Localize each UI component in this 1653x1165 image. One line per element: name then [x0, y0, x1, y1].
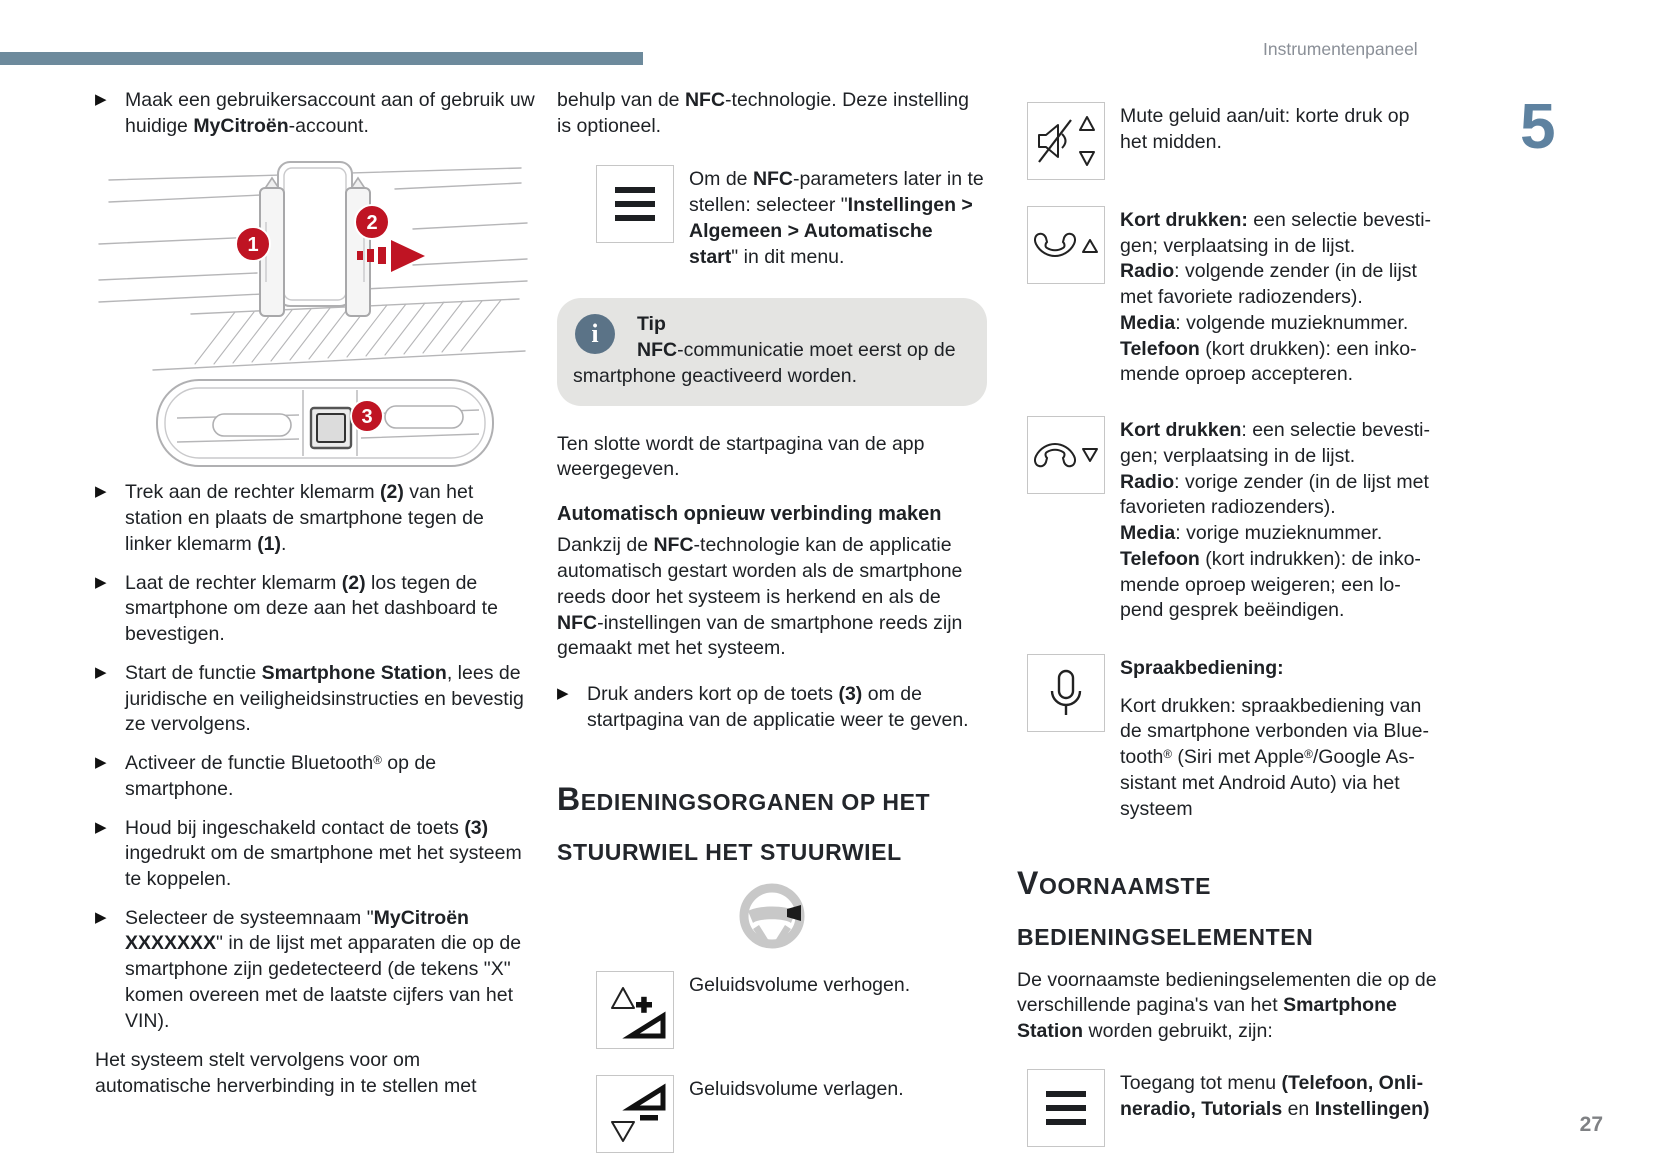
main-controls-intro: De voornaamste bedieningselementen die op de verschillende pagina's van het Smartphone Station worden gebruikt, zijn:: [1017, 968, 1437, 1043]
bullet-text: Houd bij ingeschakeld contact de toets (3) ingedrukt om de smartphone met het systeem te koppelen.: [125, 816, 522, 891]
menu-access-text: Toegang tot menu (Telefoon, Onli- neradio, Tutorials en Instellingen): [1120, 1071, 1430, 1120]
chapter-color-bar: [0, 52, 643, 65]
phone-accept-icon: [1034, 230, 1076, 260]
tip-box: [557, 298, 987, 405]
page-number: 27: [1579, 1113, 1603, 1137]
bullet-item: [95, 816, 535, 893]
callout-1: 1: [247, 234, 259, 257]
scroll-up-icon: [1081, 237, 1099, 254]
volume-up-icon-box: [596, 971, 674, 1049]
volume-down-row: [596, 1075, 987, 1153]
bullet-arrow-icon: ▶: [557, 685, 569, 703]
bullet-item: [95, 751, 535, 802]
bullet-item: [95, 906, 535, 1035]
phone-reject-icon-box: [1027, 416, 1105, 494]
volume-up-row: [596, 971, 987, 1049]
voice-control-heading: Spraakbediening:: [1120, 657, 1284, 680]
phone-accept-row: [1027, 206, 1451, 388]
bullet-item: [557, 682, 987, 733]
callout-2: 2: [366, 212, 378, 235]
bullet-arrow-icon: ▶: [95, 908, 107, 926]
phone-reject-text: Kort drukken: een selectie bevesti- gen; verplaatsing in de lijst. Radio: vorige zender (in de lijst met favorieten radiozenders). Media: vorige muzieknummer. Telefoon (kort indrukken): de inko- mende oproep weigeren; een lo- pend gesprek beëindigen.: [1120, 419, 1430, 622]
steering-wheel-icon-wrap: [557, 883, 987, 949]
menu-instruction-text: Om de NFC-parameters later in te stellen: selecteer "Instellingen > Algemeen > Automatische start" in dit menu.: [689, 168, 984, 268]
bullet-item: [95, 88, 535, 139]
volume-down-icon-box: [596, 1075, 674, 1153]
phone-accept-text: Kort drukken: een selectie bevesti- gen; verplaatsing in de lijst. Radio: volgende zender (in de lijst met favoriete radiozenders). Media: volgende muzieknummer. Telefoon (kort drukken): een inko- mende oproep accepteren.: [1120, 209, 1432, 386]
voice-control-body: Kort drukken: spraakbediening van de smartphone verbonden via Blue- tooth® (Siri met Apple®/Google As- sistant met Android Auto) via het systeem: [1120, 694, 1429, 820]
menu-icon-box: [596, 165, 674, 243]
info-icon: i: [575, 314, 615, 354]
bullet-arrow-icon: ▶: [95, 91, 107, 108]
page-header-title: Instrumentenpaneel: [1263, 39, 1418, 59]
bullet-item: [95, 571, 535, 648]
bullet-text: Activeer de functie Bluetooth® op de smartphone.: [125, 752, 437, 800]
callout-3: 3: [361, 406, 373, 429]
bullet-arrow-icon: ▶: [95, 663, 107, 681]
phone-reject-icon: [1034, 440, 1076, 470]
smartphone-station-illustration: [95, 152, 535, 470]
bullet-arrow-icon: ▶: [95, 483, 107, 501]
steering-wheel-icon: [739, 883, 805, 949]
hamburger-menu-icon: [615, 187, 655, 221]
phone-reject-row: [1027, 416, 1451, 624]
intro-paragraph: behulp van de NFC-technologie. Deze instelling is optioneel.: [557, 89, 969, 137]
middle-column: [557, 88, 987, 1153]
tip-title: Tip: [637, 313, 666, 336]
bullet-text: Maak een gebruikersaccount aan of gebruik uw huidige MyCitroën-account.: [125, 89, 535, 137]
tip-body: NFC-communicatie moet eerst op de smartphone geactiveerd worden.: [573, 339, 956, 387]
bullet-item: [95, 480, 535, 557]
menu-icon-box: [1027, 1069, 1105, 1147]
section-heading-main-controls: VOORNAAMSTE BEDIENINGSELEMENTEN: [1017, 865, 1314, 950]
mute-row: [1027, 102, 1451, 180]
microphone-icon-box: [1027, 654, 1105, 732]
bullet-arrow-icon: ▶: [95, 573, 107, 591]
startpage-paragraph: Ten slotte wordt de startpagina van de app weergegeven.: [557, 432, 925, 481]
menu-access-row: [1027, 1069, 1451, 1147]
voice-control-row: [1027, 654, 1451, 822]
left-column: [95, 88, 535, 1112]
hamburger-menu-icon: [1046, 1091, 1086, 1125]
chapter-number: 5: [1520, 90, 1556, 162]
bullet-item: [95, 661, 535, 738]
volume-up-label: Geluidsvolume verhogen.: [689, 973, 911, 996]
bullet-text: Start de functie Smartphone Station, lees de juridische en veiligheidsinstructies en bevestig ze vervolgens.: [125, 661, 524, 736]
menu-instruction-row: [596, 165, 987, 270]
mute-speaker-icon: [1037, 116, 1073, 166]
voice-control-text: [1120, 654, 1429, 822]
dashboard-illustration-graphic: [95, 152, 535, 470]
bullet-text: Laat de rechter klemarm (2) los tegen de smartphone om deze aan het dashboard te bevestigen.: [125, 571, 498, 646]
right-column: [1017, 88, 1451, 1147]
bullet-arrow-icon: ▶: [95, 818, 107, 836]
volume-up-icon: [603, 978, 667, 1042]
reconnect-paragraph: Dankzij de NFC-technologie kan de applicatie automatisch gestart worden als de smartphone reeds door het systeem is herkend en als de NFC-instellingen van de smartphone reeds zijn gemaakt met het systeem.: [557, 534, 963, 660]
closing-paragraph: Het systeem stelt vervolgens voor om automatische herverbinding in te stellen met: [95, 1049, 477, 1098]
phone-accept-icon-box: [1027, 206, 1105, 284]
volume-down-icon: [603, 1082, 667, 1146]
microphone-icon: [1046, 668, 1086, 718]
volume-down-label: Geluidsvolume verlagen.: [689, 1077, 904, 1100]
mute-text: Mute geluid aan/uit: korte druk op het midden.: [1120, 105, 1410, 153]
bullet-text: Selecteer de systeemnaam "MyCitroën XXXXXXX" in de lijst met apparaten die op de smartphone zijn gedetecteerd (de tekens "X" komen overeen met de laatste cijfers van het VIN).: [125, 906, 522, 1032]
scroll-down-icon: [1081, 447, 1099, 464]
section-heading-steering-wheel: BEDIENINGSORGANEN OP HET STUURWIEL HET STUURWIEL: [557, 780, 931, 865]
mute-icon-box: [1027, 102, 1105, 180]
bullet-text: Druk anders kort op de toets (3) om de startpagina van de applicatie weer te geven.: [587, 683, 969, 731]
bullet-text: Trek aan de rechter klemarm (2) van het station en plaats de smartphone tegen de linker klemarm (1).: [125, 481, 484, 555]
bullet-arrow-icon: ▶: [95, 754, 107, 772]
reconnect-heading: Automatisch opnieuw verbinding maken: [557, 503, 942, 526]
scroll-up-down-icon: [1078, 114, 1096, 168]
